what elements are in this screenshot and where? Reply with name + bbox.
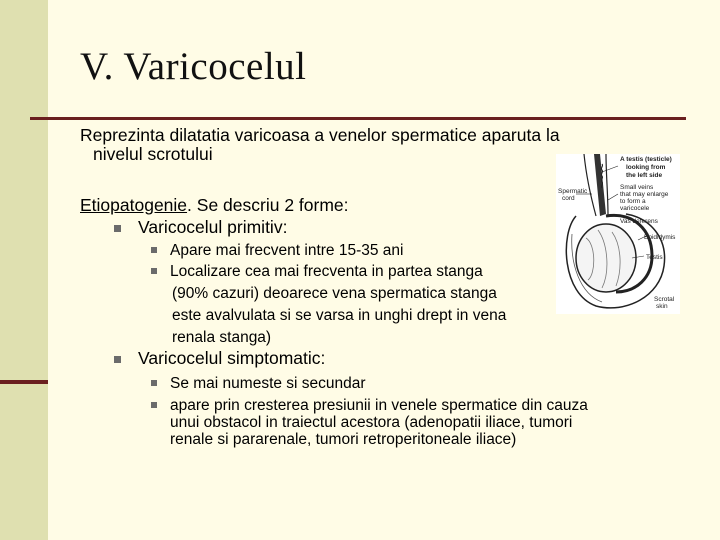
symptomatic-point-2-line-2: unui obstacol in traiectul acestora (adenopatii iliace, tumori (170, 414, 573, 431)
primitive-point-2-line-1: Localizare cea mai frecventa in partea stanga (170, 263, 483, 280)
label-small-veins-1: Small veins (620, 184, 654, 191)
testis-illustration (556, 154, 680, 314)
left-decor-band (0, 0, 48, 540)
label-testis: Testis (646, 254, 663, 261)
label-small-veins-4: varicocele (620, 205, 650, 212)
sub-bullet-square-icon (151, 402, 157, 408)
primitive-point-1: Apare mai frecvent intre 15-35 ani (170, 242, 404, 259)
symptomatic-point-2-line-3: renale si pararenale, tumori retroperitoneale iliace) (170, 431, 517, 448)
figure-caption-line-3: the left side (626, 172, 663, 179)
bullet-square-icon (114, 225, 121, 232)
label-spermatic-cord-1: Spermatic (558, 188, 588, 195)
form-symptomatic-label: Varicocelul simptomatic: (138, 348, 326, 368)
label-scrotal-skin-2: skin (656, 303, 668, 310)
form-primitive-label: Varicocelul primitiv: (138, 217, 288, 237)
symptomatic-point-1: Se mai numeste si secundar (170, 375, 366, 392)
bullet-square-icon (114, 356, 121, 363)
symptomatic-point-2-line-1: apare prin cresterea presiunii in venele spermatice din cauza (170, 397, 588, 414)
etiopathogenesis-line (80, 196, 349, 215)
primitive-point-2-line-4: renala stanga) (172, 329, 272, 346)
sub-bullet-square-icon (151, 380, 157, 386)
primitive-point-2-line-2: (90% cazuri) deoarece vena spermatica stanga (172, 285, 497, 302)
label-scrotal-skin-1: Scrotal (654, 296, 675, 303)
left-accent-bar (0, 380, 48, 384)
figure-caption-line-2: looking from (626, 164, 666, 171)
label-vas-deferens: Vas deferens (620, 218, 658, 225)
intro-line-1: Reprezinta dilatatia varicoasa a venelor spermatice aparuta la (80, 125, 560, 145)
sub-bullet-square-icon (151, 247, 157, 253)
label-small-veins-2: that may enlarge (620, 191, 669, 198)
intro-line-2: nivelul scrotului (93, 144, 213, 164)
title-divider (30, 117, 686, 120)
etiopathogenesis-label: Etiopatogenie (80, 195, 188, 215)
figure-caption-line-1: A testis (testicle) (620, 156, 672, 163)
label-epididymis: Epididymis (644, 234, 676, 241)
primitive-point-2-line-3: este avalvulata si se varsa in unghi drept in vena (172, 307, 507, 324)
etiopathogenesis-text: . Se descriu 2 forme: (187, 195, 349, 215)
label-small-veins-3: to form a (620, 198, 646, 205)
label-spermatic-cord-2: cord (562, 195, 575, 202)
slide-title: V. Varicocelul (80, 45, 307, 88)
sub-bullet-square-icon (151, 268, 157, 274)
